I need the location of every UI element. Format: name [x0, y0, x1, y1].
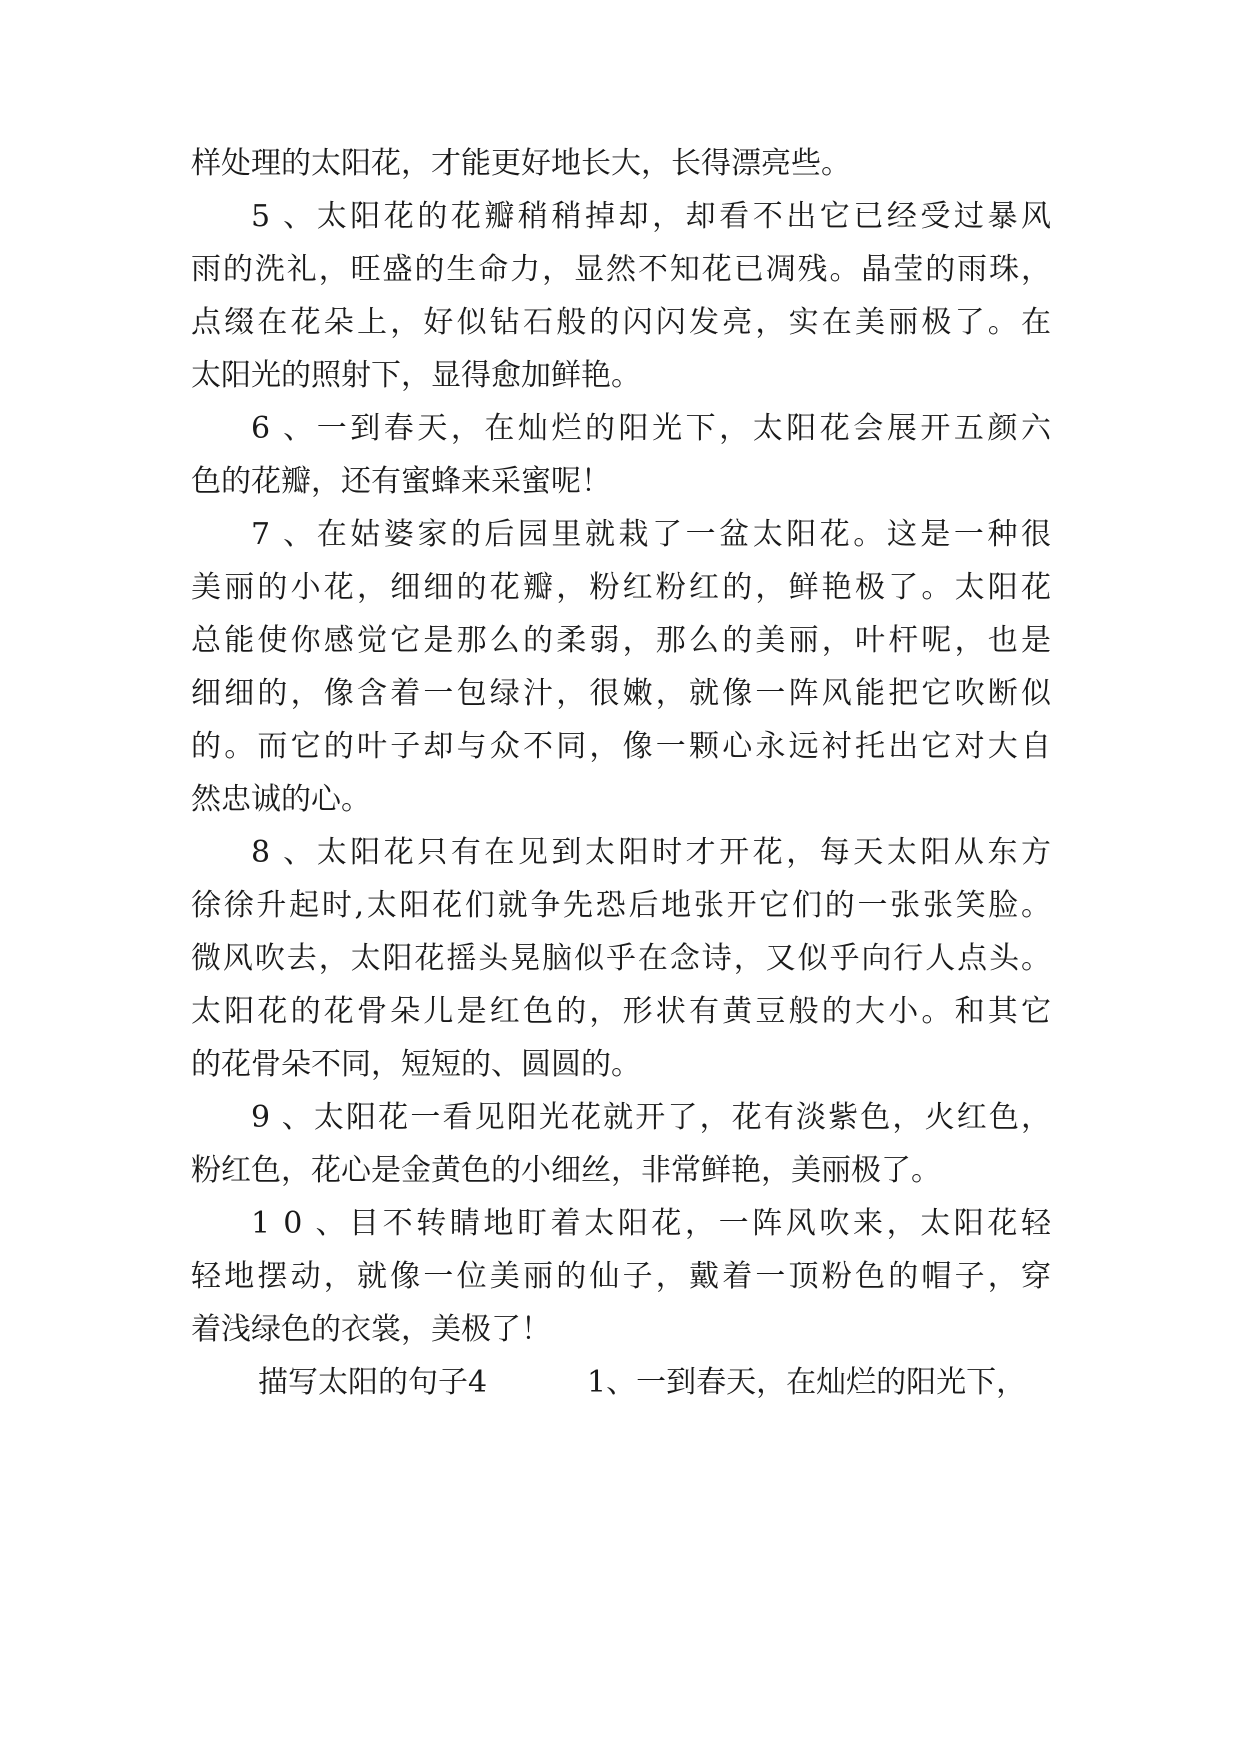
- text-line: 色的花瓣，还有蜜蜂来采蜜呢！: [191, 464, 611, 499]
- text-line: 微风吹去，太阳花摇头晃脑似乎在念诗，又似乎向行人点头。: [191, 941, 1051, 976]
- text-line: 徐徐升起时,太阳花们就争先恐后地张开它们的一张张笑脸。: [191, 888, 1051, 923]
- text-line: 着浅绿色的衣裳，美极了！: [191, 1312, 551, 1347]
- text-line: 的花骨朵不同，短短的、圆圆的。: [191, 1047, 641, 1082]
- section-heading: 描写太阳的句子4: [258, 1365, 488, 1400]
- text-line: 然忠诚的心。: [191, 782, 371, 817]
- text-line: 1 0 、目不转睛地盯着太阳花，一阵风吹来，太阳花轻: [251, 1206, 1051, 1241]
- text-line: 点缀在花朵上，好似钻石般的闪闪发亮，实在美丽极了。在: [191, 305, 1051, 340]
- text-line: 太阳花的花骨朵儿是红色的，形状有黄豆般的大小。和其它: [191, 994, 1051, 1029]
- text-line: 太阳光的照射下，显得愈加鲜艳。: [191, 358, 641, 393]
- text-line: 总能使你感觉它是那么的柔弱，那么的美丽，叶杆呢，也是: [191, 623, 1051, 658]
- section-heading-line: [258, 1359, 1051, 1407]
- text-line: 美丽的小花，细细的花瓣，粉红粉红的，鲜艳极了。太阳花: [191, 570, 1051, 605]
- text-line: 粉红色，花心是金黄色的小细丝，非常鲜艳，美丽极了。: [191, 1153, 941, 1188]
- text-line: 细细的，像含着一包绿汁，很嫩，就像一阵风能把它吹断似: [191, 676, 1051, 711]
- text-line: 样处理的太阳花，才能更好地长大，长得漂亮些。: [191, 146, 851, 181]
- text-line: 8 、太阳花只有在见到太阳时才开花，每天太阳从东方: [251, 835, 1051, 870]
- text-line: 5 、太阳花的花瓣稍稍掉却，却看不出它已经受过暴风: [251, 199, 1051, 234]
- text-line: 7 、在姑婆家的后园里就栽了一盆太阳花。这是一种很: [251, 517, 1051, 552]
- text-line: 轻地摆动，就像一位美丽的仙子，戴着一顶粉色的帽子，穿: [191, 1259, 1051, 1294]
- text-line: 的。而它的叶子却与众不同，像一颗心永远衬托出它对大自: [191, 729, 1051, 764]
- text-line: 6 、一到春天，在灿烂的阳光下，太阳花会展开五颜六: [251, 411, 1051, 446]
- section-first-sentence: 1、一到春天，在灿烂的阳光下，: [587, 1365, 1027, 1400]
- text-line: 雨的洗礼，旺盛的生命力，显然不知花已凋残。晶莹的雨珠，: [191, 252, 1051, 287]
- text-line: 9 、太阳花一看见阳光花就开了，花有淡紫色，火红色，: [251, 1100, 1051, 1135]
